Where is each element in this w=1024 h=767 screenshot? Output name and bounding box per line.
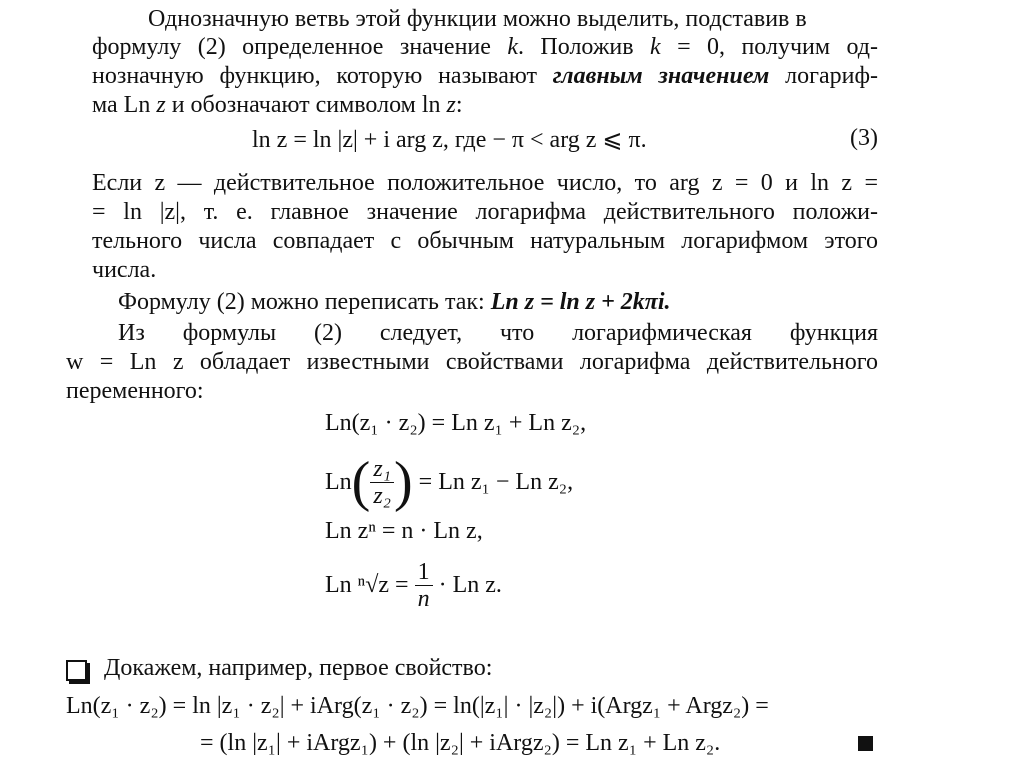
- root-fraction-denominator: n: [417, 585, 430, 612]
- root-fraction-numerator: 1: [415, 559, 433, 586]
- fraction-denominator: z₂: [373, 482, 392, 509]
- property-power-text: Ln zⁿ = n · Ln z,: [325, 518, 483, 544]
- property-product: [325, 410, 586, 437]
- para1-line3-a: нозначную функцию, которую называют: [92, 63, 553, 89]
- property-quotient-rhs: = Ln z₁ − Ln z₂,: [418, 468, 574, 495]
- para2-line3: [92, 226, 878, 256]
- property-root-rhs: · Ln z.: [438, 571, 502, 598]
- para1-line4-e: :: [455, 92, 463, 118]
- para1-line1: [148, 4, 878, 34]
- equation-3-text: ln z = ln |z| + i arg z, где − π < arg z ⩽ π.: [252, 127, 647, 153]
- property-quotient-ln: Ln: [325, 468, 352, 495]
- para1-line2-a: формулу (2) определенное значение: [92, 34, 508, 60]
- para4-line3-text: переменного:: [66, 378, 204, 404]
- para4-line2-text: w = Ln z обладает известными свойствами логарифма действительного: [66, 349, 878, 375]
- para1-line4: [92, 90, 463, 120]
- proof-line2: [200, 730, 720, 757]
- equation-3: [252, 125, 647, 154]
- para1-line2-k2: k: [650, 34, 661, 60]
- para1-line4-z1: z: [156, 92, 166, 118]
- para1-line4-a: ма Ln: [92, 92, 157, 118]
- para4-line1-text: Из формулы (2) следует, что логарифмическая функция: [118, 320, 878, 346]
- para3-line1: [118, 287, 671, 317]
- para2-line2: [92, 197, 878, 227]
- para1-line2: [92, 32, 878, 62]
- fraction-numerator: z₁: [370, 456, 394, 483]
- para2-line4-text: числа.: [92, 257, 157, 283]
- para2-line1: [92, 168, 878, 198]
- para2-line2-text: = ln |z|, т. е. главное значение логарифма действительного положи-: [92, 199, 878, 225]
- proof-line1: [66, 693, 769, 720]
- qed-square-icon: [858, 736, 873, 751]
- property-root-lhs: Ln ⁿ√z =: [325, 571, 409, 598]
- left-paren: (: [351, 451, 371, 513]
- property-quotient: [325, 447, 573, 517]
- proof-intro: [104, 653, 492, 683]
- para1-line4-z2: z: [446, 92, 456, 118]
- para2-line3-text: тельного числа совпадает с обычным натуральным логарифмом этого: [92, 228, 878, 254]
- para2-line4: [92, 255, 156, 285]
- property-root: [325, 555, 502, 615]
- proof-line1-text: Ln(z₁ · z₂) = ln |z₁ · z₂| + iArg(z₁ · z₂) = ln(|z₁| · |z₂|) + i(Argz₁ + Argz₂) =: [66, 693, 769, 719]
- root-fraction: [415, 559, 433, 612]
- right-paren: ): [394, 451, 413, 513]
- para1-line3-c: логариф-: [769, 63, 878, 89]
- para1-line1-text: Однозначную ветвь этой функции можно выделить, подставив в: [148, 6, 807, 32]
- para1-line3: [92, 61, 878, 91]
- para1-line4-c: и обозначают символом ln: [165, 92, 447, 118]
- para3-line1-a: Формулу (2) можно переписать так:: [118, 289, 491, 315]
- para1-line2-e: = 0, получим од-: [660, 34, 879, 60]
- para4-line1: [118, 318, 878, 348]
- equation-3-number-text: (3): [850, 125, 878, 151]
- para2-line1-text: Если z — действительное положительное число, то arg z = 0 и ln z =: [92, 170, 878, 196]
- para4-line3: [66, 376, 204, 406]
- para1-line2-k1: k: [507, 34, 519, 60]
- proof-start-icon: [66, 660, 87, 681]
- proof-line2-text: = (ln |z₁| + iArgz₁) + (ln |z₂| + iArgz₂) = Ln z₁ + Ln z₂.: [200, 730, 721, 756]
- proof-intro-text: Докажем, например, первое свойство:: [104, 655, 493, 681]
- property-product-text: Ln(z₁ · z₂) = Ln z₁ + Ln z₂,: [325, 410, 587, 436]
- quotient-fraction: [370, 456, 394, 509]
- para1-line2-c: . Положив: [518, 34, 651, 60]
- para1-line3-term: главным значением: [552, 63, 770, 89]
- para4-line2: [66, 347, 878, 377]
- property-power: [325, 518, 483, 545]
- para3-formula: Ln z = ln z + 2kπi.: [490, 289, 671, 315]
- equation-3-number: [850, 125, 878, 152]
